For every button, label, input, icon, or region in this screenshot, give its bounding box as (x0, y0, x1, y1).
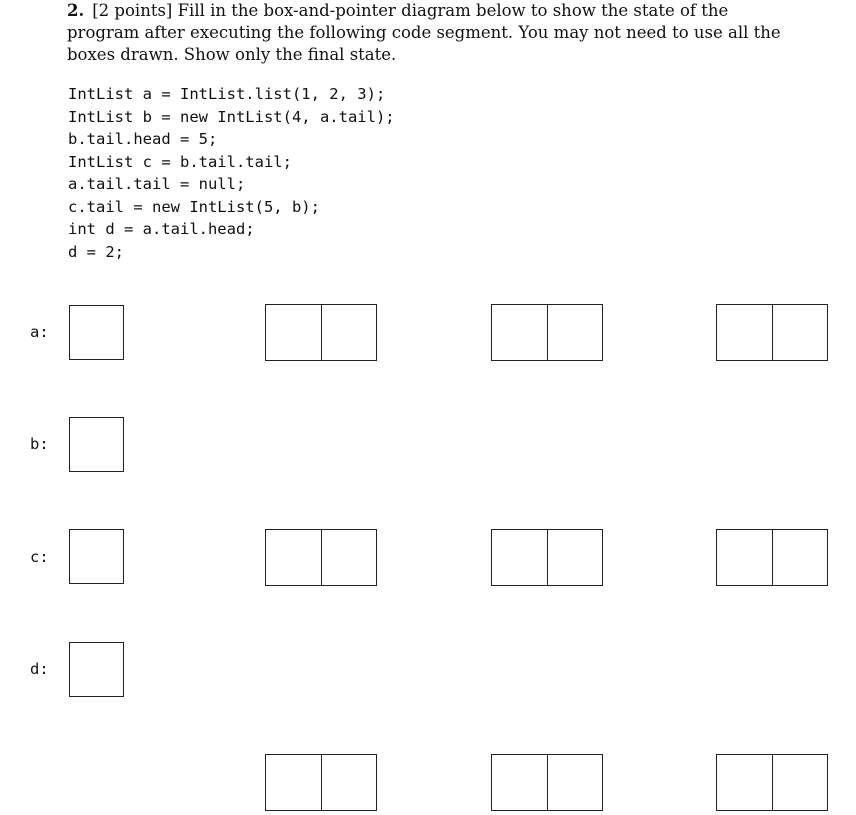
intlist-tail-cell[interactable] (773, 530, 828, 585)
intlist-head-cell[interactable] (717, 530, 773, 585)
intlist-tail-cell[interactable] (322, 755, 377, 810)
code-line: c.tail = new IntList(5, b); (68, 197, 320, 216)
intlist-box[interactable] (491, 529, 603, 586)
code-line: b.tail.head = 5; (68, 130, 218, 148)
intlist-head-cell[interactable] (492, 755, 548, 810)
intlist-box[interactable] (716, 754, 828, 811)
code-line: d = 2; (68, 242, 124, 261)
intlist-tail-cell[interactable] (548, 530, 603, 585)
intlist-box[interactable] (491, 304, 603, 361)
variable-box-d[interactable] (69, 642, 124, 697)
intlist-head-cell[interactable] (492, 530, 548, 585)
intlist-head-cell[interactable] (266, 755, 322, 810)
intlist-box[interactable] (491, 754, 603, 811)
intlist-head-cell[interactable] (266, 305, 322, 360)
intlist-box[interactable] (265, 754, 377, 811)
question-body: [2 points] Fill in the box-and-pointer diagram below to show the state of the program after executing the following code segment. You may not need to use all the boxes drawn. Show only the final state. (67, 1, 781, 64)
intlist-tail-cell[interactable] (548, 305, 603, 360)
intlist-box[interactable] (265, 304, 377, 361)
code-line: IntList c = b.tail.tail; (68, 152, 292, 171)
intlist-box[interactable] (716, 529, 828, 586)
variable-label-a: a: (30, 323, 49, 341)
intlist-box[interactable] (716, 304, 828, 361)
intlist-tail-cell[interactable] (322, 530, 377, 585)
intlist-tail-cell[interactable] (548, 755, 603, 810)
intlist-tail-cell[interactable] (773, 305, 828, 360)
variable-label-c: c: (30, 548, 49, 566)
intlist-head-cell[interactable] (492, 305, 548, 360)
intlist-head-cell[interactable] (717, 755, 773, 810)
code-line: int d = a.tail.head; (68, 220, 255, 238)
intlist-tail-cell[interactable] (773, 755, 828, 810)
question-number: 2. (67, 1, 85, 20)
code-block (68, 83, 395, 263)
variable-box-a[interactable] (69, 305, 124, 360)
variable-box-c[interactable] (69, 529, 124, 584)
intlist-head-cell[interactable] (717, 305, 773, 360)
intlist-box[interactable] (265, 529, 377, 586)
variable-label-d: d: (30, 660, 49, 678)
intlist-tail-cell[interactable] (322, 305, 377, 360)
question-text (67, 0, 797, 66)
code-line: a.tail.tail = null; (68, 175, 246, 193)
variable-label-b: b: (30, 435, 49, 453)
intlist-head-cell[interactable] (266, 530, 322, 585)
variable-box-b[interactable] (69, 417, 124, 472)
code-line: IntList a = IntList.list(1, 2, 3); (68, 85, 386, 103)
code-line: IntList b = new IntList(4, a.tail); (68, 107, 395, 126)
